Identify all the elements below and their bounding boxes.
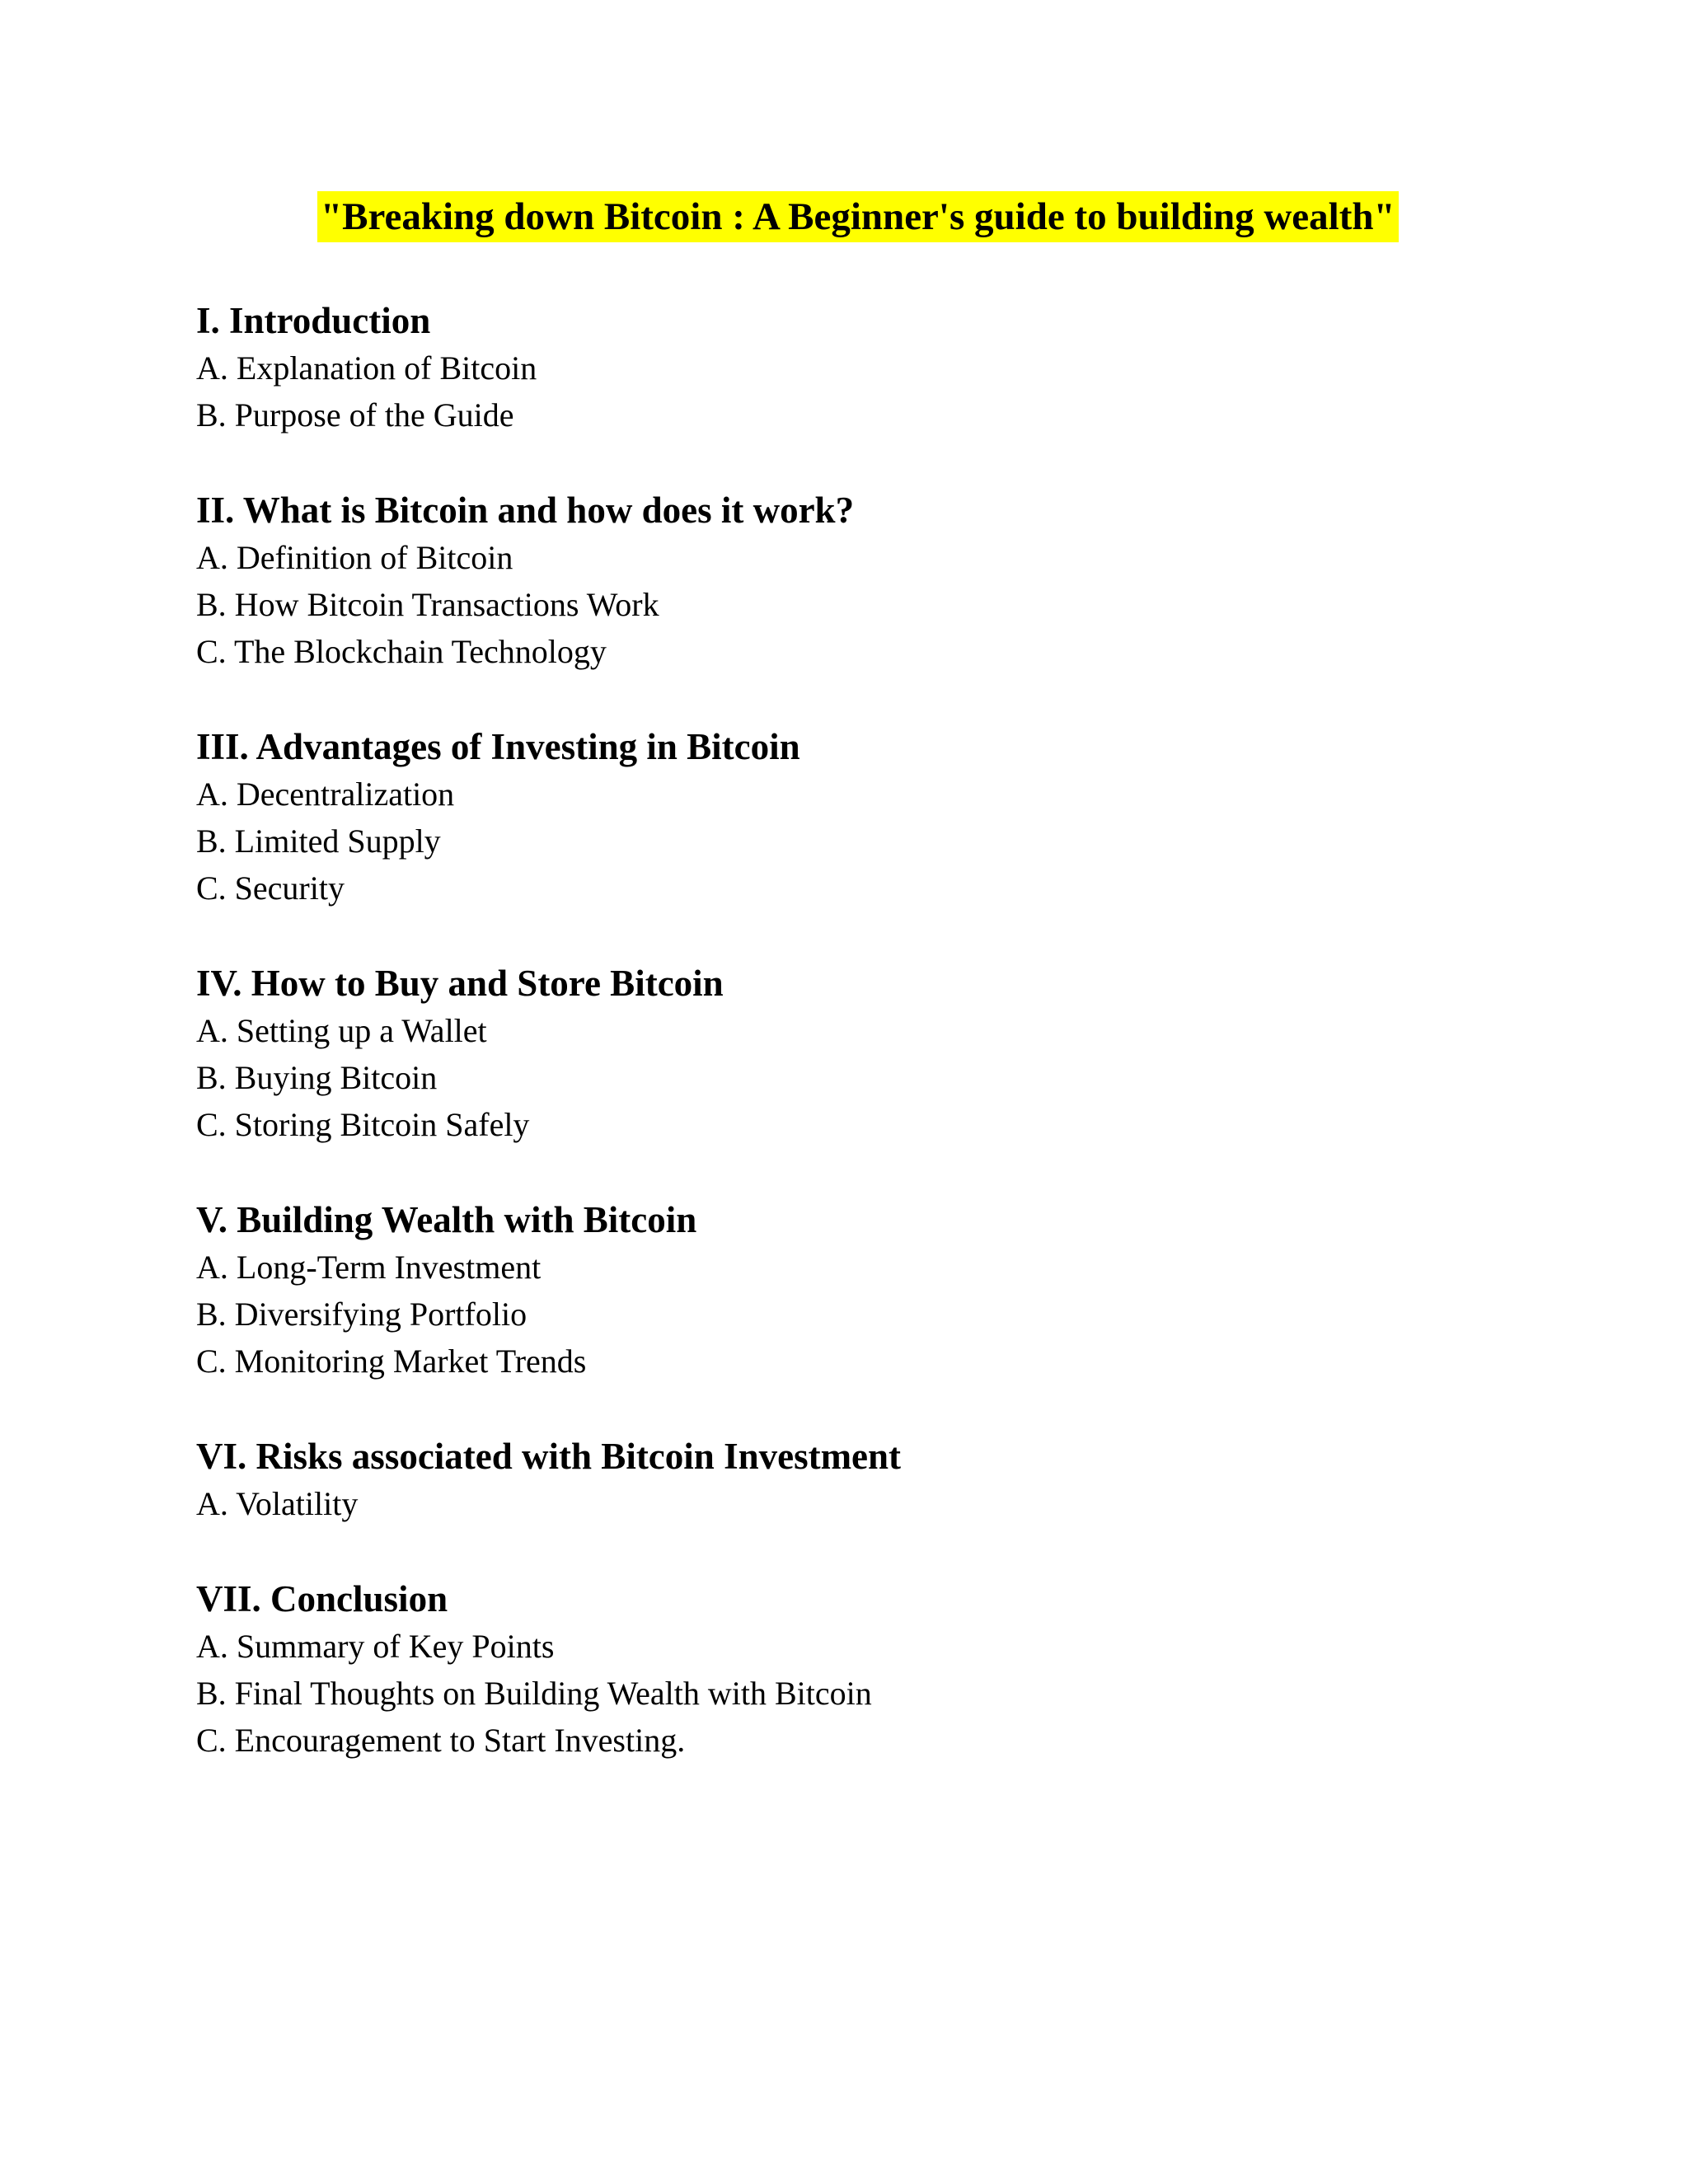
section-heading: II. What is Bitcoin and how does it work? — [196, 490, 855, 531]
outline-item: C. Monitoring Market Trends — [196, 1343, 587, 1380]
section-building-wealth — [196, 1196, 1597, 1385]
outline-item: C. The Blockchain Technology — [196, 633, 607, 670]
section-heading: III. Advantages of Investing in Bitcoin — [196, 726, 800, 767]
outline-item: A. Summary of Key Points — [196, 1628, 555, 1665]
outline-item: A. Decentralization — [196, 776, 455, 813]
outline-item: A. Explanation of Bitcoin — [196, 349, 537, 387]
section-heading: I. Introduction — [196, 300, 431, 341]
section-heading: VII. Conclusion — [196, 1578, 448, 1619]
section-what-is-bitcoin — [196, 486, 1597, 675]
section-buy-and-store — [196, 959, 1597, 1148]
outline — [196, 297, 1597, 1811]
section-heading: IV. How to Buy and Store Bitcoin — [196, 963, 724, 1004]
outline-item: B. Diversifying Portfolio — [196, 1296, 528, 1333]
title-container — [317, 191, 1399, 242]
outline-item: A. Setting up a Wallet — [196, 1012, 487, 1049]
section-risks — [196, 1432, 1597, 1527]
section-heading: V. Building Wealth with Bitcoin — [196, 1199, 697, 1240]
outline-item: C. Security — [196, 869, 345, 907]
outline-item: A. Long-Term Investment — [196, 1249, 542, 1286]
outline-item: C. Storing Bitcoin Safely — [196, 1106, 530, 1143]
outline-item: C. Encouragement to Start Investing. — [196, 1722, 686, 1759]
outline-item: B. Buying Bitcoin — [196, 1059, 438, 1096]
outline-item: B. Final Thoughts on Building Wealth with Bitcoin — [196, 1675, 872, 1712]
outline-item: B. How Bitcoin Transactions Work — [196, 586, 659, 623]
outline-item: B. Limited Supply — [196, 823, 441, 860]
section-advantages — [196, 723, 1597, 912]
outline-item: B. Purpose of the Guide — [196, 396, 514, 434]
section-introduction — [196, 297, 1597, 438]
outline-item: A. Definition of Bitcoin — [196, 539, 513, 576]
outline-item: A. Volatility — [196, 1485, 359, 1522]
section-heading: VI. Risks associated with Bitcoin Investment — [196, 1436, 902, 1477]
document-title: "Breaking down Bitcoin : A Beginner's guide to building wealth" — [317, 191, 1399, 242]
section-conclusion — [196, 1575, 1597, 1764]
